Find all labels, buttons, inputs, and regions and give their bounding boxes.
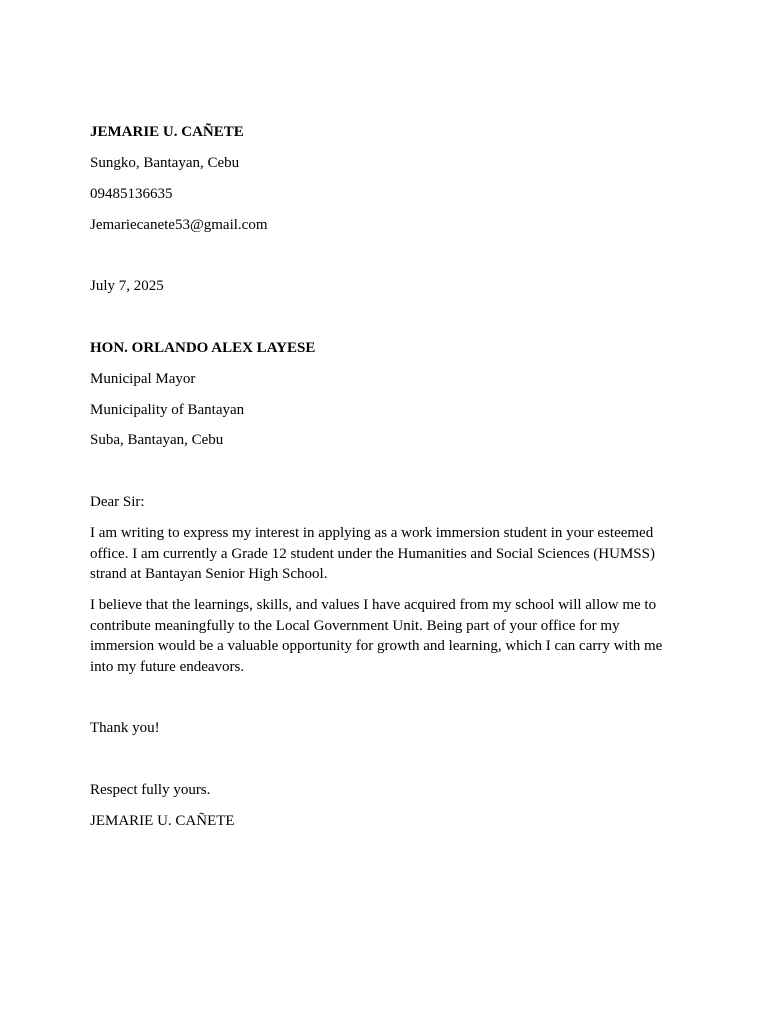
- signature-name: JEMARIE U. CAÑETE: [90, 813, 235, 829]
- salutation: Dear Sir:: [90, 494, 145, 510]
- recipient-office: Municipality of Bantayan: [90, 402, 245, 418]
- recipient-name: HON. ORLANDO ALEX LAYESE: [90, 340, 316, 356]
- sender-phone: 09485136635: [90, 186, 173, 202]
- thanks-line: Thank you!: [90, 720, 160, 736]
- sender-address: Sungko, Bantayan, Cebu: [90, 155, 240, 171]
- letter-date: July 7, 2025: [90, 278, 164, 294]
- sender-email: Jemariecanete53@gmail.com: [90, 217, 268, 233]
- closing-line: Respect fully yours.: [90, 782, 211, 798]
- recipient-title: Municipal Mayor: [90, 371, 196, 387]
- body-paragraph-1: I am writing to express my interest in applying as a work immersion student in your esteemed office. I am currently a Grade 12 student under the Humanities and Social Sciences (HUMSS) strand at Bantayan Senior High School.: [90, 525, 655, 582]
- body-paragraph-2: I believe that the learnings, skills, and values I have acquired from my school will allow me to contribute meaningfully to the Local Government Unit. Being part of your office for my immersion would be a valuable opportunity for growth and learning, which I can carry with me into my future endeavors.: [90, 597, 663, 675]
- sender-name: JEMARIE U. CAÑETE: [90, 124, 244, 140]
- recipient-address: Suba, Bantayan, Cebu: [90, 432, 224, 448]
